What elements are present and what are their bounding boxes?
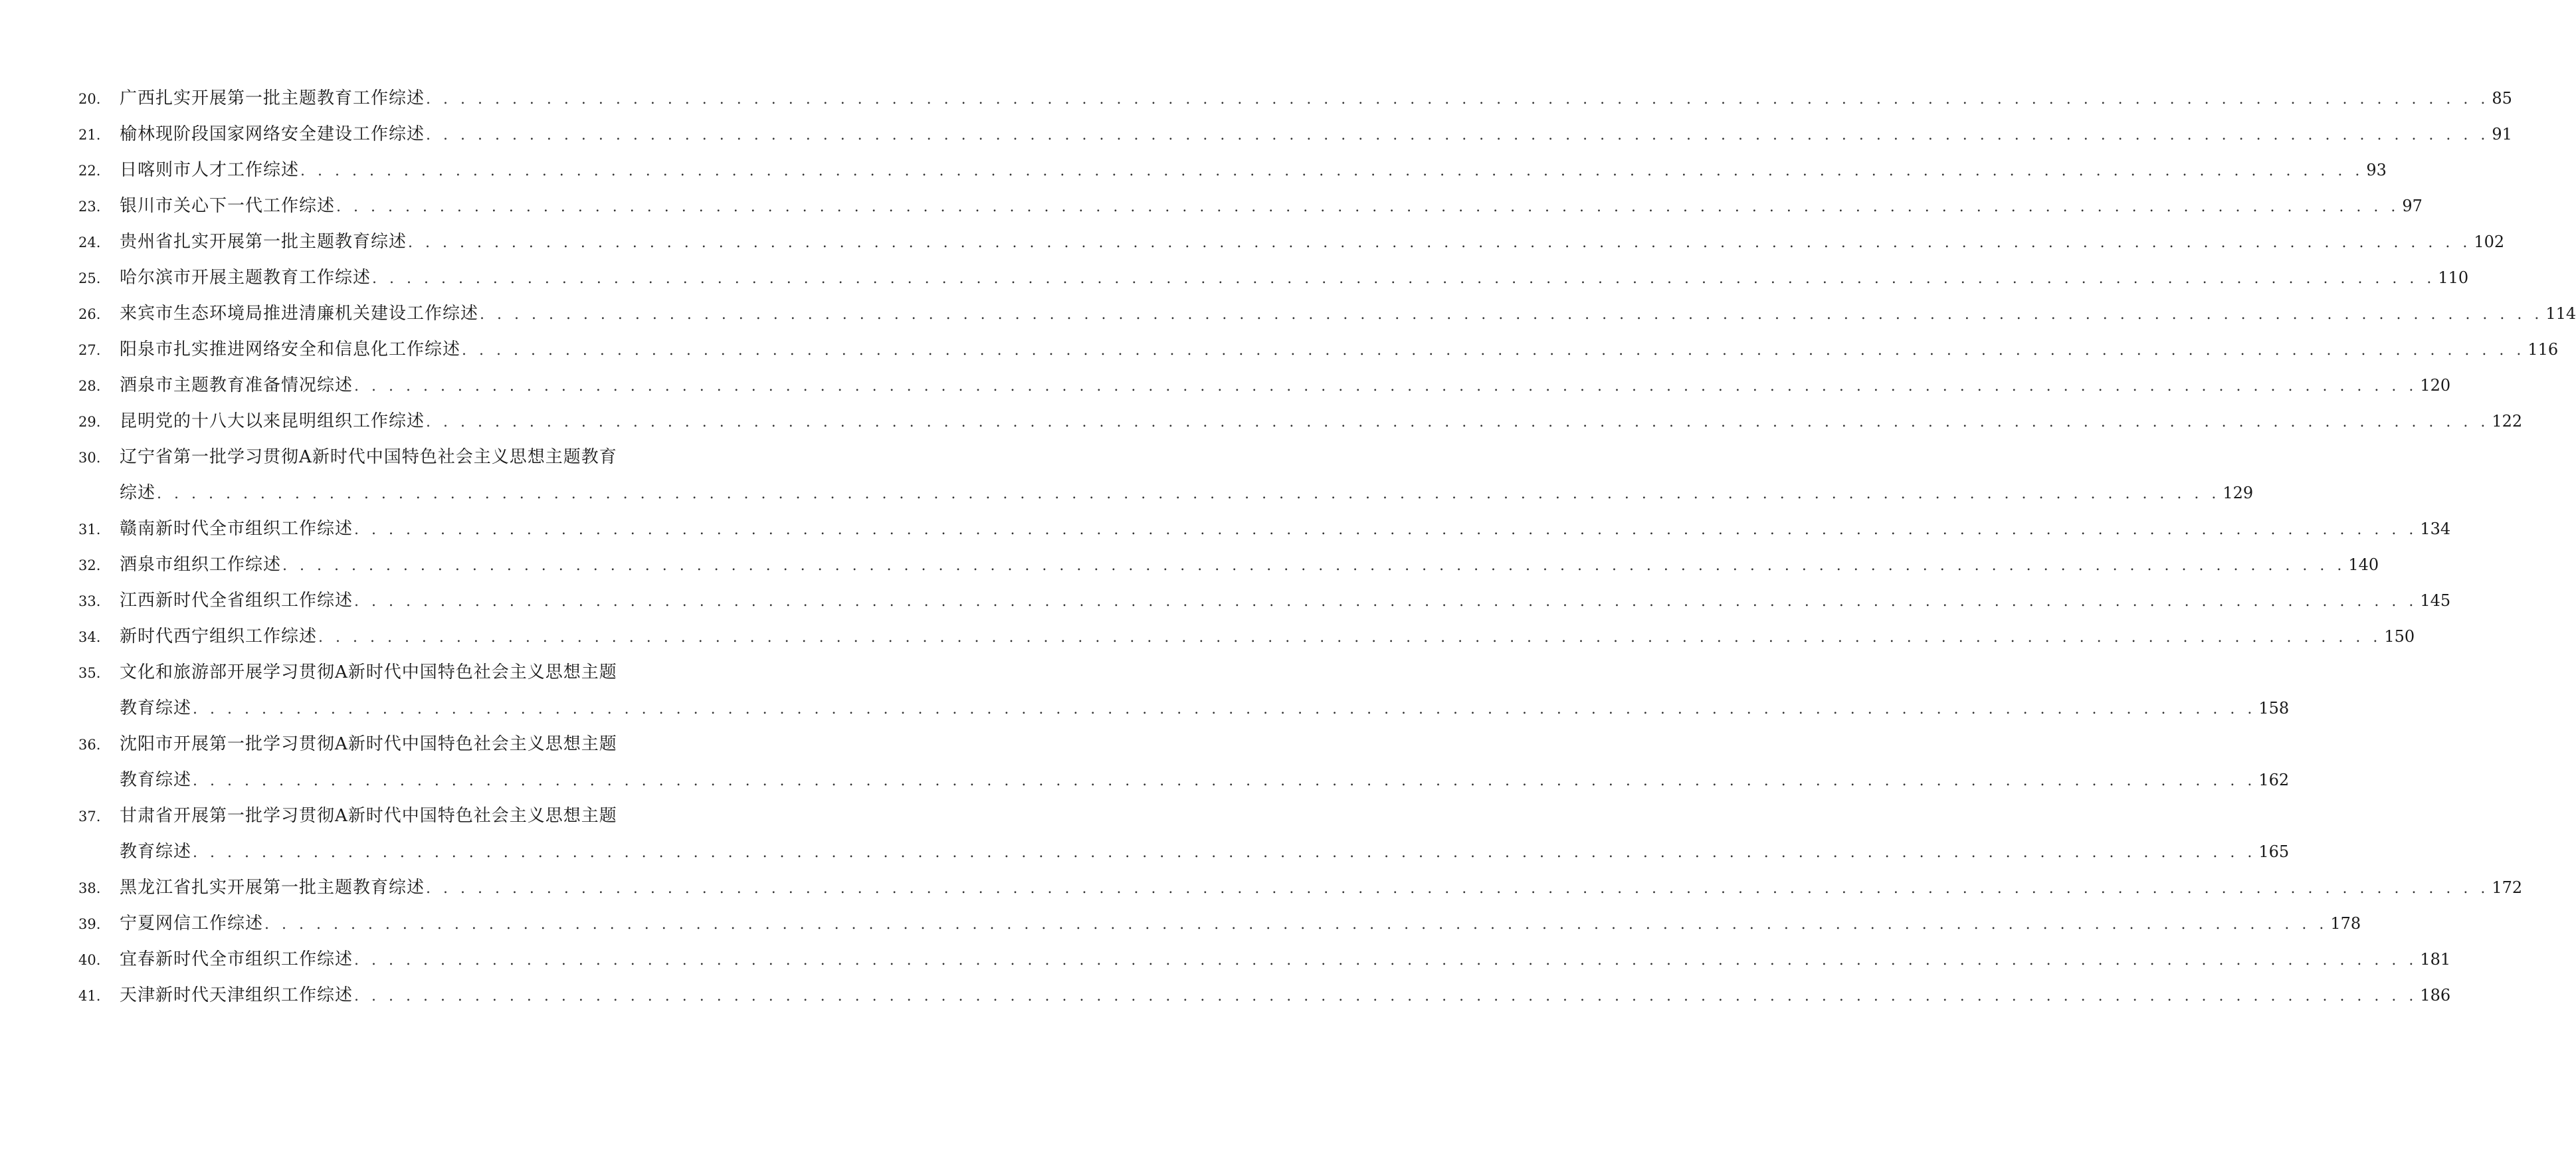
toc-entry[interactable] — [78, 296, 2576, 332]
toc-entry-title: 沈阳市开展第一批学习贯彻A新时代中国特色社会主义思想主题 — [120, 734, 617, 754]
toc-leader-dots: . . . . . . . . . . . . . . . . . . . . . . . . . . . . . . . . . . . . . . . . . . . . . . . . . . . . . . . . . . . . . . . . . . . . . . . . . . . . . . . . . . . . . . . . . . . . . . . . . . . . . . . . . . . . . . . . . . . . . . . . — [426, 880, 2490, 897]
table-of-contents — [78, 80, 2576, 1013]
toc-entry-title: 新时代西宁组织工作综述 — [120, 627, 318, 646]
toc-line — [78, 762, 2290, 798]
toc-leader-dots: . . . . . . . . . . . . . . . . . . . . . . . . . . . . . . . . . . . . . . . . . . . . . . . . . . . . . . . . . . . . . . . . . . . . . . . . . . . . . . . . . . . . . . . . . . . . . . . . . . . . . . . . . . . . . . . . . . . . . . . . — [354, 522, 2418, 538]
toc-entry[interactable] — [78, 80, 2512, 116]
toc-entry[interactable] — [78, 367, 2451, 403]
toc-entry-number: 33. — [78, 593, 101, 609]
toc-entry-title: 综述 — [120, 483, 156, 503]
toc-page-number: 116 — [2527, 340, 2559, 359]
toc-entry-title: 黑龙江省扎实开展第一批主题教育综述 — [120, 878, 425, 898]
toc-page-number: 150 — [2384, 627, 2415, 646]
toc-entry-number: 32. — [78, 557, 101, 573]
toc-entry-number: 28. — [78, 378, 101, 394]
toc-page-number: 93 — [2366, 161, 2387, 179]
toc-entry-number: 20. — [78, 91, 101, 107]
toc-leader-dots: . . . . . . . . . . . . . . . . . . . . . . . . . . . . . . . . . . . . . . . . . . . . . . . . . . . . . . . . . . . . . . . . . . . . . . . . . . . . . . . . . . . . . . . . . . . . . . . . . . . . . . . . . . . . . . . . . . . . . . . . — [372, 270, 2436, 287]
toc-entry-title: 宜春新时代全市组织工作综述 — [120, 949, 353, 969]
toc-entry-number: 21. — [78, 127, 101, 143]
toc-page-number: 114 — [2545, 304, 2576, 323]
toc-entry-title: 银川市关心下一代工作综述 — [120, 196, 336, 216]
toc-entry-number: 34. — [78, 629, 101, 645]
toc-entry[interactable] — [78, 403, 2523, 439]
toc-page-number: 102 — [2474, 233, 2505, 251]
toc-page-number: 178 — [2330, 914, 2361, 933]
toc-entry[interactable] — [78, 583, 2451, 619]
toc-page-number: 91 — [2492, 125, 2512, 144]
toc-leader-dots: . . . . . . . . . . . . . . . . . . . . . . . . . . . . . . . . . . . . . . . . . . . . . . . . . . . . . . . . . . . . . . . . . . . . . . . . . . . . . . . . . . . . . . . . . . . . . . . . . . . . . . . . . . . . . . . . . . . . . . . . — [408, 235, 2472, 251]
toc-page-number: 186 — [2420, 986, 2451, 1005]
toc-entry-number: 22. — [78, 163, 101, 179]
toc-leader-dots: . . . . . . . . . . . . . . . . . . . . . . . . . . . . . . . . . . . . . . . . . . . . . . . . . . . . . . . . . . . . . . . . . . . . . . . . . . . . . . . . . . . . . . . . . . . . . . . . . . . . . . . . . . . . . . . . . . . . . . . . — [264, 916, 2328, 933]
toc-leader-dots: . . . . . . . . . . . . . . . . . . . . . . . . . . . . . . . . . . . . . . . . . . . . . . . . . . . . . . . . . . . . . . . . . . . . . . . . . . . . . . . . . . . . . . . . . . . . . . . . . . . . . . . . . . . . . . . . . . . . . . . . — [354, 988, 2418, 1005]
toc-page-number: 110 — [2438, 268, 2469, 287]
toc-entry[interactable] — [78, 332, 2559, 367]
toc-leader-dots: . . . . . . . . . . . . . . . . . . . . . . . . . . . . . . . . . . . . . . . . . . . . . . . . . . . . . . . . . . . . . . . . . . . . . . . . . . . . . . . . . . . . . . . . . . . . . . . . . . . . . . . . . . . . . . . . . . . . . . . . — [300, 163, 2364, 179]
toc-page-number: 122 — [2492, 412, 2523, 431]
toc-page-number: 134 — [2420, 520, 2451, 538]
toc-entry-number: 26. — [78, 306, 101, 322]
toc-leader-dots: . . . . . . . . . . . . . . . . . . . . . . . . . . . . . . . . . . . . . . . . . . . . . . . . . . . . . . . . . . . . . . . . . . . . . . . . . . . . . . . . . . . . . . . . . . . . . . . . . . . . . . . . . . . . . . . . . . . . . . . . — [480, 306, 2543, 323]
toc-entry-title: 江西新时代全省组织工作综述 — [120, 591, 353, 611]
toc-entry-number: 39. — [78, 916, 101, 932]
toc-entry-number: 35. — [78, 665, 101, 681]
toc-entry-title: 教育综述 — [120, 770, 192, 790]
toc-entry-title: 来宾市生态环境局推进清廉机关建设工作综述 — [120, 304, 479, 324]
toc-entry-number: 24. — [78, 235, 101, 250]
toc-entry-title: 榆林现阶段国家网络安全建设工作综述 — [120, 124, 425, 144]
toc-entry-title: 昆明党的十八大以来昆明组织工作综述 — [120, 411, 425, 431]
toc-leader-dots: . . . . . . . . . . . . . . . . . . . . . . . . . . . . . . . . . . . . . . . . . . . . . . . . . . . . . . . . . . . . . . . . . . . . . . . . . . . . . . . . . . . . . . . . . . . . . . . . . . . . . . . . . . . . . . . . . . . . . . . . — [193, 844, 2256, 861]
toc-entry-title: 赣南新时代全市组织工作综述 — [120, 519, 353, 539]
toc-line — [78, 798, 751, 834]
toc-line — [78, 260, 2469, 296]
toc-line — [78, 941, 2451, 977]
toc-entry-number: 40. — [78, 952, 101, 968]
toc-entry-number: 23. — [78, 199, 101, 215]
toc-line — [78, 654, 751, 690]
toc-entry[interactable] — [78, 941, 2451, 977]
toc-entry[interactable] — [78, 188, 2423, 224]
toc-entry-number: 37. — [78, 809, 101, 825]
toc-entry-number: 41. — [78, 988, 101, 1004]
toc-leader-dots: . . . . . . . . . . . . . . . . . . . . . . . . . . . . . . . . . . . . . . . . . . . . . . . . . . . . . . . . . . . . . . . . . . . . . . . . . . . . . . . . . . . . . . . . . . . . . . . . . . . . . . . . . . . . . . . . . . . . . . . . — [354, 593, 2418, 610]
toc-page-number: 97 — [2402, 197, 2423, 215]
toc-entry-title: 教育综述 — [120, 842, 192, 862]
toc-line — [78, 834, 2290, 870]
toc-entry-title: 宁夏网信工作综述 — [120, 914, 264, 933]
toc-line — [78, 332, 2559, 367]
toc-entry-title: 日喀则市人才工作综述 — [120, 160, 300, 180]
toc-entry-title: 甘肃省开展第一批学习贯彻A新时代中国特色社会主义思想主题 — [120, 806, 617, 826]
toc-line — [78, 439, 751, 475]
toc-entry-title: 贵州省扎实开展第一批主题教育综述 — [120, 232, 407, 252]
toc-line — [78, 619, 2415, 654]
toc-entry-number: 27. — [78, 342, 101, 358]
toc-leader-dots: . . . . . . . . . . . . . . . . . . . . . . . . . . . . . . . . . . . . . . . . . . . . . . . . . . . . . . . . . . . . . . . . . . . . . . . . . . . . . . . . . . . . . . . . . . . . . . . . . . . . . . . . . . . . . . . . . . . . . . . . — [462, 342, 2526, 359]
toc-line — [78, 224, 2505, 260]
toc-line — [78, 367, 2451, 403]
toc-entry[interactable] — [78, 726, 2290, 798]
toc-entry[interactable] — [78, 870, 2523, 906]
toc-entry-number: 30. — [78, 450, 101, 466]
toc-entry[interactable] — [78, 654, 2290, 726]
toc-entry-title: 天津新时代天津组织工作综述 — [120, 985, 353, 1005]
toc-entry-title: 教育综述 — [120, 698, 192, 718]
toc-leader-dots: . . . . . . . . . . . . . . . . . . . . . . . . . . . . . . . . . . . . . . . . . . . . . . . . . . . . . . . . . . . . . . . . . . . . . . . . . . . . . . . . . . . . . . . . . . . . . . . . . . . . . . . . . . . . . . . . . . . . . . . . — [318, 629, 2382, 646]
toc-line — [78, 152, 2387, 188]
toc-leader-dots: . . . . . . . . . . . . . . . . . . . . . . . . . . . . . . . . . . . . . . . . . . . . . . . . . . . . . . . . . . . . . . . . . . . . . . . . . . . . . . . . . . . . . . . . . . . . . . . . . . . . . . . . . . . . . . . . . . . . . . . . — [354, 378, 2418, 395]
toc-entry-title: 哈尔滨市开展主题教育工作综述 — [120, 268, 371, 288]
toc-entry[interactable] — [78, 511, 2451, 547]
toc-page-number: 140 — [2348, 555, 2379, 574]
toc-entry-number: 25. — [78, 270, 101, 286]
toc-entry[interactable] — [78, 977, 2451, 1013]
toc-entry[interactable] — [78, 260, 2469, 296]
toc-entry-number: 31. — [78, 522, 101, 537]
toc-line — [78, 80, 2512, 116]
toc-line — [78, 726, 751, 762]
toc-entry[interactable] — [78, 439, 2254, 511]
toc-leader-dots: . . . . . . . . . . . . . . . . . . . . . . . . . . . . . . . . . . . . . . . . . . . . . . . . . . . . . . . . . . . . . . . . . . . . . . . . . . . . . . . . . . . . . . . . . . . . . . . . . . . . . . . . . . . . . . . . . . . . . . . . — [157, 486, 2221, 502]
toc-entry-title: 酒泉市主题教育准备情况综述 — [120, 375, 353, 395]
toc-entry-title: 阳泉市扎实推进网络安全和信息化工作综述 — [120, 340, 461, 359]
toc-entry[interactable] — [78, 224, 2505, 260]
toc-page-number: 162 — [2258, 771, 2290, 789]
toc-entry-title: 广西扎实开展第一批主题教育工作综述 — [120, 88, 425, 108]
toc-page-number: 172 — [2492, 878, 2523, 897]
toc-leader-dots: . . . . . . . . . . . . . . . . . . . . . . . . . . . . . . . . . . . . . . . . . . . . . . . . . . . . . . . . . . . . . . . . . . . . . . . . . . . . . . . . . . . . . . . . . . . . . . . . . . . . . . . . . . . . . . . . . . . . . . . . — [426, 414, 2490, 431]
toc-entry-number: 29. — [78, 414, 101, 430]
toc-page-number: 129 — [2223, 484, 2254, 502]
toc-line — [78, 977, 2451, 1013]
toc-line — [78, 475, 2254, 511]
toc-entry[interactable] — [78, 152, 2387, 188]
toc-line — [78, 403, 2523, 439]
toc-page-number: 145 — [2420, 591, 2451, 610]
toc-page-number: 158 — [2258, 699, 2290, 718]
toc-line — [78, 188, 2423, 224]
toc-entry[interactable] — [78, 547, 2379, 583]
toc-leader-dots: . . . . . . . . . . . . . . . . . . . . . . . . . . . . . . . . . . . . . . . . . . . . . . . . . . . . . . . . . . . . . . . . . . . . . . . . . . . . . . . . . . . . . . . . . . . . . . . . . . . . . . . . . . . . . . . . . . . . . . . . — [336, 199, 2400, 215]
toc-leader-dots: . . . . . . . . . . . . . . . . . . . . . . . . . . . . . . . . . . . . . . . . . . . . . . . . . . . . . . . . . . . . . . . . . . . . . . . . . . . . . . . . . . . . . . . . . . . . . . . . . . . . . . . . . . . . . . . . . . . . . . . . — [426, 91, 2490, 108]
toc-entry[interactable] — [78, 116, 2512, 152]
toc-entry-title: 辽宁省第一批学习贯彻A新时代中国特色社会主义思想主题教育 — [120, 447, 617, 467]
toc-entry[interactable] — [78, 906, 2361, 941]
toc-entry[interactable] — [78, 798, 2290, 870]
toc-leader-dots: . . . . . . . . . . . . . . . . . . . . . . . . . . . . . . . . . . . . . . . . . . . . . . . . . . . . . . . . . . . . . . . . . . . . . . . . . . . . . . . . . . . . . . . . . . . . . . . . . . . . . . . . . . . . . . . . . . . . . . . . — [426, 127, 2490, 144]
toc-line — [78, 547, 2379, 583]
toc-leader-dots: . . . . . . . . . . . . . . . . . . . . . . . . . . . . . . . . . . . . . . . . . . . . . . . . . . . . . . . . . . . . . . . . . . . . . . . . . . . . . . . . . . . . . . . . . . . . . . . . . . . . . . . . . . . . . . . . . . . . . . . . — [193, 773, 2256, 789]
toc-entry-number: 38. — [78, 880, 101, 896]
toc-line — [78, 690, 2290, 726]
toc-leader-dots: . . . . . . . . . . . . . . . . . . . . . . . . . . . . . . . . . . . . . . . . . . . . . . . . . . . . . . . . . . . . . . . . . . . . . . . . . . . . . . . . . . . . . . . . . . . . . . . . . . . . . . . . . . . . . . . . . . . . . . . . — [193, 701, 2256, 718]
toc-entry-title: 酒泉市组织工作综述 — [120, 555, 282, 575]
toc-line — [78, 870, 2523, 906]
toc-line — [78, 116, 2512, 152]
toc-line — [78, 906, 2361, 941]
toc-page-number: 85 — [2492, 89, 2512, 108]
toc-page-number: 165 — [2258, 842, 2290, 861]
toc-page-number: 181 — [2420, 950, 2451, 969]
toc-line — [78, 583, 2451, 619]
toc-leader-dots: . . . . . . . . . . . . . . . . . . . . . . . . . . . . . . . . . . . . . . . . . . . . . . . . . . . . . . . . . . . . . . . . . . . . . . . . . . . . . . . . . . . . . . . . . . . . . . . . . . . . . . . . . . . . . . . . . . . . . . . . — [354, 952, 2418, 969]
toc-entry-title: 文化和旅游部开展学习贯彻A新时代中国特色社会主义思想主题 — [120, 662, 617, 682]
toc-page-number: 120 — [2420, 376, 2451, 395]
toc-line — [78, 511, 2451, 547]
toc-entry-number: 36. — [78, 737, 101, 753]
toc-entry[interactable] — [78, 619, 2415, 654]
toc-line — [78, 296, 2576, 332]
toc-leader-dots: . . . . . . . . . . . . . . . . . . . . . . . . . . . . . . . . . . . . . . . . . . . . . . . . . . . . . . . . . . . . . . . . . . . . . . . . . . . . . . . . . . . . . . . . . . . . . . . . . . . . . . . . . . . . . . . . . . . . . . . . — [282, 557, 2346, 574]
